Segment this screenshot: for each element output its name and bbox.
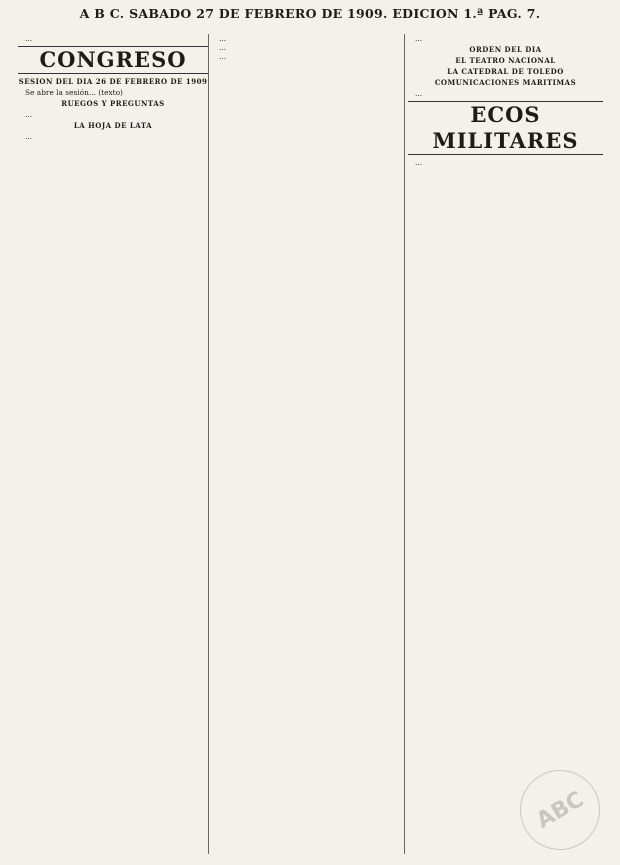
paragraph: Se abre la sesión... (texto) — [25, 88, 123, 98]
column-rule — [208, 34, 209, 854]
subheading: RUEGOS Y PREGUNTAS — [61, 99, 165, 109]
paragraph: ... — [25, 34, 33, 43]
abc-stamp-icon: ABC — [505, 755, 614, 864]
subheading: COMUNICACIONES MARITIMAS — [434, 78, 577, 88]
paragraph: ... — [219, 43, 227, 53]
subheading: LA CATEDRAL DE TOLEDO — [447, 67, 564, 77]
subheading: EL TEATRO NACIONAL — [455, 56, 556, 66]
paragraph: ... — [25, 132, 33, 142]
section-title: ECOS MILITARES — [408, 101, 603, 155]
paragraph: ... — [25, 110, 33, 120]
section-subtitle: SESION DEL DIA 26 DE FEBRERO DE 1909 — [18, 77, 208, 87]
column-3 — [408, 34, 603, 854]
paragraph: ... — [219, 52, 227, 62]
subheading: ORDEN DEL DIA — [469, 45, 542, 55]
column-1 — [18, 34, 208, 854]
paragraph: ... — [415, 34, 423, 43]
column-2 — [212, 34, 402, 854]
section-title: CONGRESO — [18, 46, 208, 74]
paragraph: ... — [415, 89, 423, 99]
page-header: A B C. SABADO 27 DE FEBRERO DE 1909. EDICION 1.ª PAG. 7. — [79, 6, 541, 21]
paragraph: ... — [219, 34, 227, 43]
subheading: LA HOJA DE LATA — [73, 121, 153, 131]
paragraph: ... — [415, 158, 423, 168]
column-rule — [404, 34, 405, 854]
